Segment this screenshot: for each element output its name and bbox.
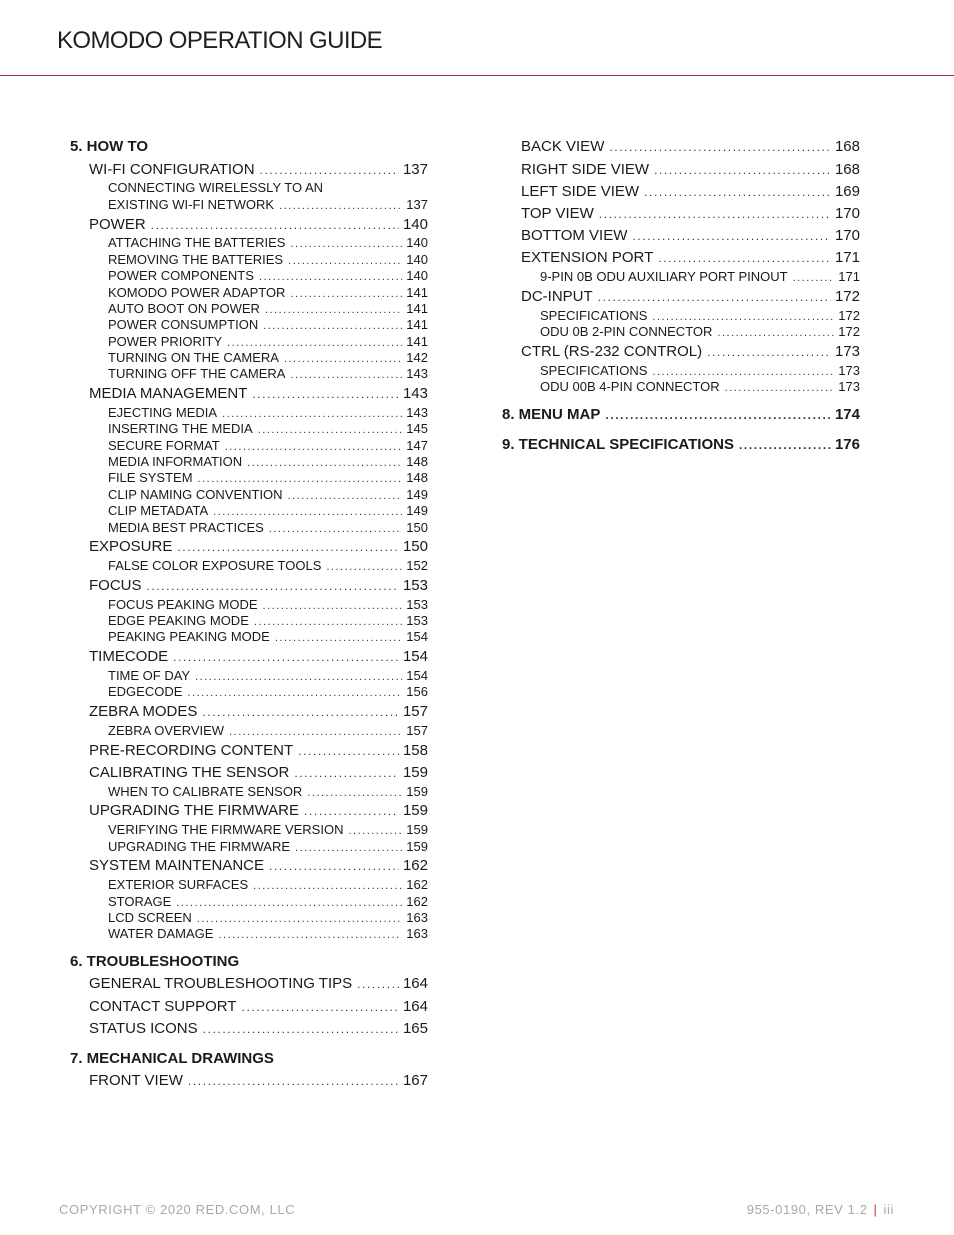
toc-entry-clip-naming[interactable]: CLIP NAMING CONVENTION ..... 149 <box>108 487 428 502</box>
toc-entry-odu-4pin[interactable]: ODU 00B 4-PIN CONNECTOR ..... 173 <box>540 379 860 394</box>
toc-entry-wifi-configuration[interactable]: WI-FI CONFIGURATION ..... 137 <box>89 161 428 178</box>
toc-entry-turning-off[interactable]: TURNING OFF THE CAMERA ..... 143 <box>108 366 428 381</box>
toc-entry-pre-recording[interactable]: PRE-RECORDING CONTENT ..... 158 <box>89 742 428 759</box>
toc-entry-media-information[interactable]: MEDIA INFORMATION ..... 148 <box>108 454 428 469</box>
toc-entry-ejecting-media[interactable]: EJECTING MEDIA ..... 143 <box>108 405 428 420</box>
toc-entry-9pin-odu-pinout[interactable]: 9-PIN 0B ODU AUXILIARY PORT PINOUT ..... 171 <box>540 269 860 284</box>
footer-page-number: iii <box>883 1202 894 1217</box>
toc-entry-calibrating-sensor[interactable]: CALIBRATING THE SENSOR ..... 159 <box>89 764 428 781</box>
toc-entry-ctrl-rs232[interactable]: CTRL (RS-232 CONTROL) ..... 173 <box>521 343 860 360</box>
toc-entry-extension-port[interactable]: EXTENSION PORT ..... 171 <box>521 249 860 266</box>
footer-doc-info <box>747 1202 894 1217</box>
toc-entry-power-priority[interactable]: POWER PRIORITY ..... 141 <box>108 334 428 349</box>
footer-doc-id: 955-0190, REV 1.2 <box>746 1202 868 1217</box>
toc-entry-exposure[interactable]: EXPOSURE ..... 150 <box>89 538 428 555</box>
toc-entry-dc-input[interactable]: DC-INPUT ..... 172 <box>521 288 860 305</box>
toc-entry-connecting-wirelessly[interactable]: EXISTING WI-FI NETWORK ..... 137 <box>108 197 428 212</box>
toc-entry-edge-peaking[interactable]: EDGE PEAKING MODE ..... 153 <box>108 613 428 628</box>
toc-entry-right-side-view[interactable]: RIGHT SIDE VIEW ..... 168 <box>521 161 860 178</box>
toc-entry-focus-peaking[interactable]: FOCUS PEAKING MODE ..... 153 <box>108 597 428 612</box>
toc-entry-zebra-overview[interactable]: ZEBRA OVERVIEW ..... 157 <box>108 723 428 738</box>
toc-entry-file-system[interactable]: FILE SYSTEM ..... 148 <box>108 470 428 485</box>
section-heading-mechanical-drawings[interactable]: 7. MECHANICAL DRAWINGS <box>70 1050 274 1067</box>
toc-section-technical-specifications[interactable]: 9. TECHNICAL SPECIFICATIONS ..... 176 <box>502 436 860 453</box>
toc-entry-connecting-wirelessly-line1[interactable]: CONNECTING WIRELESSLY TO AN <box>108 180 324 195</box>
toc-entry-turning-on[interactable]: TURNING ON THE CAMERA ..... 142 <box>108 350 428 365</box>
footer-separator: | <box>873 1202 878 1217</box>
toc-entry-secure-format[interactable]: SECURE FORMAT ..... 147 <box>108 438 428 453</box>
header-divider <box>0 75 954 76</box>
toc-entry-auto-boot[interactable]: AUTO BOOT ON POWER ..... 141 <box>108 301 428 316</box>
toc-entry-power-components[interactable]: POWER COMPONENTS ..... 140 <box>108 268 428 283</box>
toc-entry-attaching-batteries[interactable]: ATTACHING THE BATTERIES ..... 140 <box>108 235 428 250</box>
section-heading-how-to[interactable]: 5. HOW TO <box>70 138 149 155</box>
toc-entry-zebra-modes[interactable]: ZEBRA MODES ..... 157 <box>89 703 428 720</box>
toc-entry-clip-metadata[interactable]: CLIP METADATA ..... 149 <box>108 503 428 518</box>
toc-entry-upgrading-firmware-sub[interactable]: UPGRADING THE FIRMWARE ..... 159 <box>108 839 428 854</box>
toc-entry-time-of-day[interactable]: TIME OF DAY ..... 154 <box>108 668 428 683</box>
toc-entry-inserting-media[interactable]: INSERTING THE MEDIA ..... 145 <box>108 421 428 436</box>
toc-entry-peaking-peaking[interactable]: PEAKING PEAKING MODE ..... 154 <box>108 629 428 644</box>
toc-entry-lcd-screen[interactable]: LCD SCREEN ..... 163 <box>108 910 428 925</box>
toc-entry-general-troubleshooting[interactable]: GENERAL TROUBLESHOOTING TIPS ..... 164 <box>89 975 428 992</box>
toc-entry-system-maintenance[interactable]: SYSTEM MAINTENANCE ..... 162 <box>89 857 428 874</box>
toc-entry-left-side-view[interactable]: LEFT SIDE VIEW ..... 169 <box>521 183 860 200</box>
toc-entry-ctrl-specifications[interactable]: SPECIFICATIONS ..... 173 <box>540 363 860 378</box>
toc-entry-storage[interactable]: STORAGE ..... 162 <box>108 894 428 909</box>
toc-entry-power-consumption[interactable]: POWER CONSUMPTION ..... 141 <box>108 317 428 332</box>
toc-entry-when-to-calibrate[interactable]: WHEN TO CALIBRATE SENSOR ..... 159 <box>108 784 428 799</box>
toc-entry-contact-support[interactable]: CONTACT SUPPORT ..... 164 <box>89 998 428 1015</box>
toc-entry-upgrading-firmware[interactable]: UPGRADING THE FIRMWARE ..... 159 <box>89 802 428 819</box>
toc-entry-dc-specifications[interactable]: SPECIFICATIONS ..... 172 <box>540 308 860 323</box>
toc-entry-top-view[interactable]: TOP VIEW ..... 170 <box>521 205 860 222</box>
toc-entry-power[interactable]: POWER ..... 140 <box>89 216 428 233</box>
footer-copyright: COPYRIGHT © 2020 RED.COM, LLC <box>59 1202 296 1217</box>
toc-entry-timecode[interactable]: TIMECODE ..... 154 <box>89 648 428 665</box>
section-heading-troubleshooting[interactable]: 6. TROUBLESHOOTING <box>70 953 240 970</box>
toc-section-menu-map[interactable]: 8. MENU MAP ..... 174 <box>502 406 860 423</box>
toc-entry-false-color[interactable]: FALSE COLOR EXPOSURE TOOLS ..... 152 <box>108 558 428 573</box>
toc-entry-bottom-view[interactable]: BOTTOM VIEW ..... 170 <box>521 227 860 244</box>
toc-entry-removing-batteries[interactable]: REMOVING THE BATTERIES ..... 140 <box>108 252 428 267</box>
toc-entry-odu-2pin[interactable]: ODU 0B 2-PIN CONNECTOR ..... 172 <box>540 324 860 339</box>
toc-entry-media-best-practices[interactable]: MEDIA BEST PRACTICES ..... 150 <box>108 520 428 535</box>
toc-entry-edgecode[interactable]: EDGECODE ..... 156 <box>108 684 428 699</box>
toc-entry-verifying-firmware[interactable]: VERIFYING THE FIRMWARE VERSION ..... 159 <box>108 822 428 837</box>
toc-entry-exterior-surfaces[interactable]: EXTERIOR SURFACES ..... 162 <box>108 877 428 892</box>
toc-entry-status-icons[interactable]: STATUS ICONS ..... 165 <box>89 1020 428 1037</box>
toc-entry-power-adaptor[interactable]: KOMODO POWER ADAPTOR ..... 141 <box>108 285 428 300</box>
page-title: KOMODO OPERATION GUIDE <box>57 27 383 54</box>
toc-entry-front-view[interactable]: FRONT VIEW ..... 167 <box>89 1072 428 1089</box>
toc-entry-focus[interactable]: FOCUS ..... 153 <box>89 577 428 594</box>
toc-entry-water-damage[interactable]: WATER DAMAGE ..... 163 <box>108 926 428 941</box>
toc-entry-media-management[interactable]: MEDIA MANAGEMENT ..... 143 <box>89 385 428 402</box>
toc-entry-back-view[interactable]: BACK VIEW ..... 168 <box>521 138 860 155</box>
